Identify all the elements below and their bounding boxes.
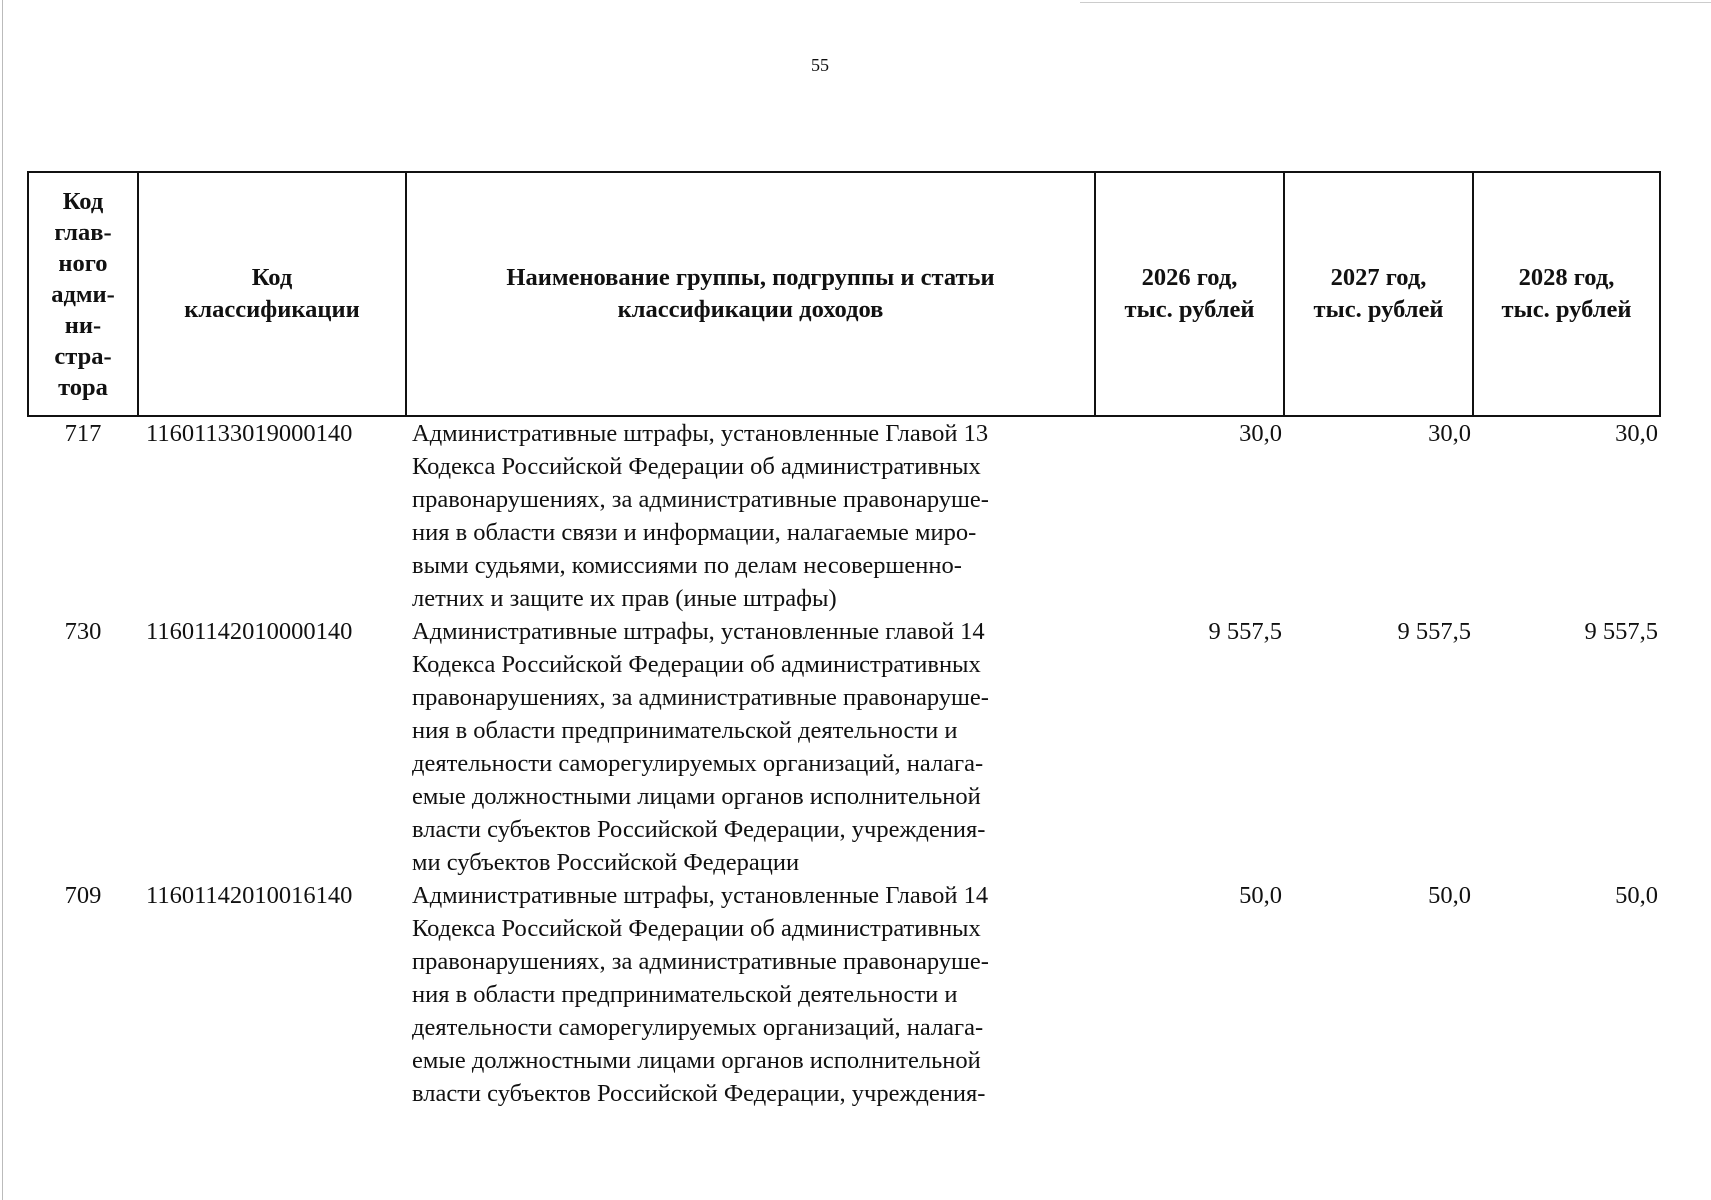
header-admin-code: Код глав- ного адми- ни- стра- тора (28, 172, 138, 416)
amount-2027-cell: 9 557,5 (1397, 618, 1471, 645)
amount-2026-cell: 50,0 (1239, 882, 1282, 909)
description-cell: Административные штрафы, установленные Главой 13 Кодекса Российской Федерации об административных правонарушениях, за административные правонаруше- ния в области связи и информации, налагаемые миро- выми судьями, комиссиями по делам несовершенно- летних и защите их прав (иные штрафы) (412, 420, 989, 612)
description-cell: Административные штрафы, установленные Главой 14 Кодекса Российской Федерации об административных правонарушениях, за административные правонаруше- ния в области предпринимательской деятельности и деятельности саморегулируемых организаций, налага- емые должностными лицами органов исполнительной власти субъектов Российской Федерации, учреждения- (412, 882, 989, 1107)
admin-code-cell: 717 (64, 420, 102, 447)
revenue-table (27, 171, 1661, 1110)
table-row (28, 879, 1660, 1110)
amount-2026-cell: 30,0 (1239, 420, 1282, 447)
header-2027: 2027 год, тыс. рублей (1284, 172, 1473, 416)
admin-code-cell: 730 (64, 618, 102, 645)
page-number: 55 (811, 55, 829, 75)
amount-2028-cell: 30,0 (1615, 420, 1658, 447)
header-class-code: Код классификации (138, 172, 406, 416)
amount-2026-cell: 9 557,5 (1208, 618, 1282, 645)
amount-2027-cell: 50,0 (1428, 882, 1471, 909)
class-code-cell: 11601142010016140 (146, 882, 353, 909)
table-header-row (28, 172, 1660, 416)
class-code-cell: 11601133019000140 (146, 420, 353, 447)
scan-edge-left (2, 0, 3, 1200)
amount-2028-cell: 50,0 (1615, 882, 1658, 909)
amount-2027-cell: 30,0 (1428, 420, 1471, 447)
table-body (28, 416, 1660, 1110)
table-row (28, 416, 1660, 615)
table-row (28, 615, 1660, 879)
admin-code-cell: 709 (64, 882, 102, 909)
header-2028: 2028 год, тыс. рублей (1473, 172, 1660, 416)
header-name: Наименование группы, подгруппы и статьи классификации доходов (406, 172, 1095, 416)
description-cell: Административные штрафы, установленные главой 14 Кодекса Российской Федерации об административных правонарушениях, за административные правонаруше- ния в области предпринимательской деятельности и деятельности саморегулируемых организаций, налага- емые должностными лицами органов исполнительной власти субъектов Российской Федерации, учреждения- ми субъектов Российской Федерации (412, 618, 989, 876)
amount-2028-cell: 9 557,5 (1584, 618, 1658, 645)
header-2026: 2026 год, тыс. рублей (1095, 172, 1284, 416)
class-code-cell: 11601142010000140 (146, 618, 353, 645)
scan-edge-top (1080, 2, 1711, 3)
